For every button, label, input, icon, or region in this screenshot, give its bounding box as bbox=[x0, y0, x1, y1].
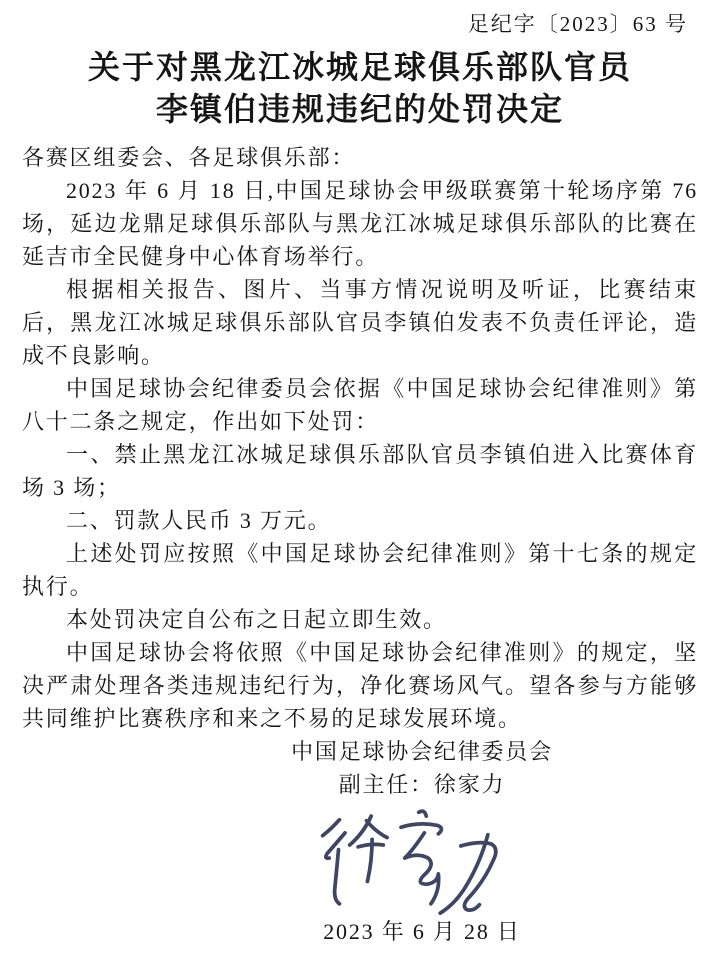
paragraph: 中国足球协会将依照《中国足球协会纪律准则》的规定，坚决严肃处理各类违规违纪行为，净化赛场风气。望各参与方能够共同维护比赛秩序和来之不易的足球发展环境。 bbox=[22, 640, 698, 731]
page-title-line-1: 关于对黑龙江冰城足球俱乐部队官员 bbox=[87, 49, 632, 85]
salutation: 各赛区组委会、各足球俱乐部： bbox=[22, 145, 356, 170]
signoff-block bbox=[202, 735, 642, 948]
signature-handwriting bbox=[296, 803, 521, 915]
page-title bbox=[22, 46, 698, 130]
page-title-line-2: 李镇伯违规违纪的处罚决定 bbox=[155, 91, 564, 127]
signoff-organization: 中国足球协会纪律委员会 bbox=[291, 739, 553, 764]
doc-number: 足纪字〔2023〕63 号 bbox=[467, 12, 688, 36]
signature-area bbox=[202, 803, 642, 915]
document-body bbox=[22, 141, 698, 735]
signoff-signer-title: 副主任：徐家力 bbox=[338, 772, 506, 797]
paragraph: 中国足球协会纪律委员会依据《中国足球协会纪律准则》第八十二条之规定，作出如下处罚： bbox=[22, 376, 698, 434]
signoff-date: 2023 年 6 月 28 日 bbox=[323, 919, 521, 944]
paragraph: 根据相关报告、图片、当事方情况说明及听证，比赛结束后，黑龙江冰城足球俱乐部队官员李镇伯发表不负责任评论，造成不良影响。 bbox=[22, 277, 698, 368]
paragraph: 二、罚款人民币 3 万元。 bbox=[66, 508, 332, 533]
paragraph: 本处罚决定自公布之日起立即生效。 bbox=[66, 607, 447, 632]
paragraph: 2023 年 6 月 18 日,中国足球协会甲级联赛第十轮场序第 76 场，延边龙鼎足球俱乐部队与黑龙江冰城足球俱乐部队的比赛在延吉市全民健身中心体育场举行。 bbox=[22, 178, 698, 269]
paragraph: 上述处罚应按照《中国足球协会纪律准则》第十七条的规定执行。 bbox=[22, 541, 698, 599]
paragraph: 一、禁止黑龙江冰城足球俱乐部队官员李镇伯进入比赛体育场 3 场； bbox=[22, 442, 698, 500]
